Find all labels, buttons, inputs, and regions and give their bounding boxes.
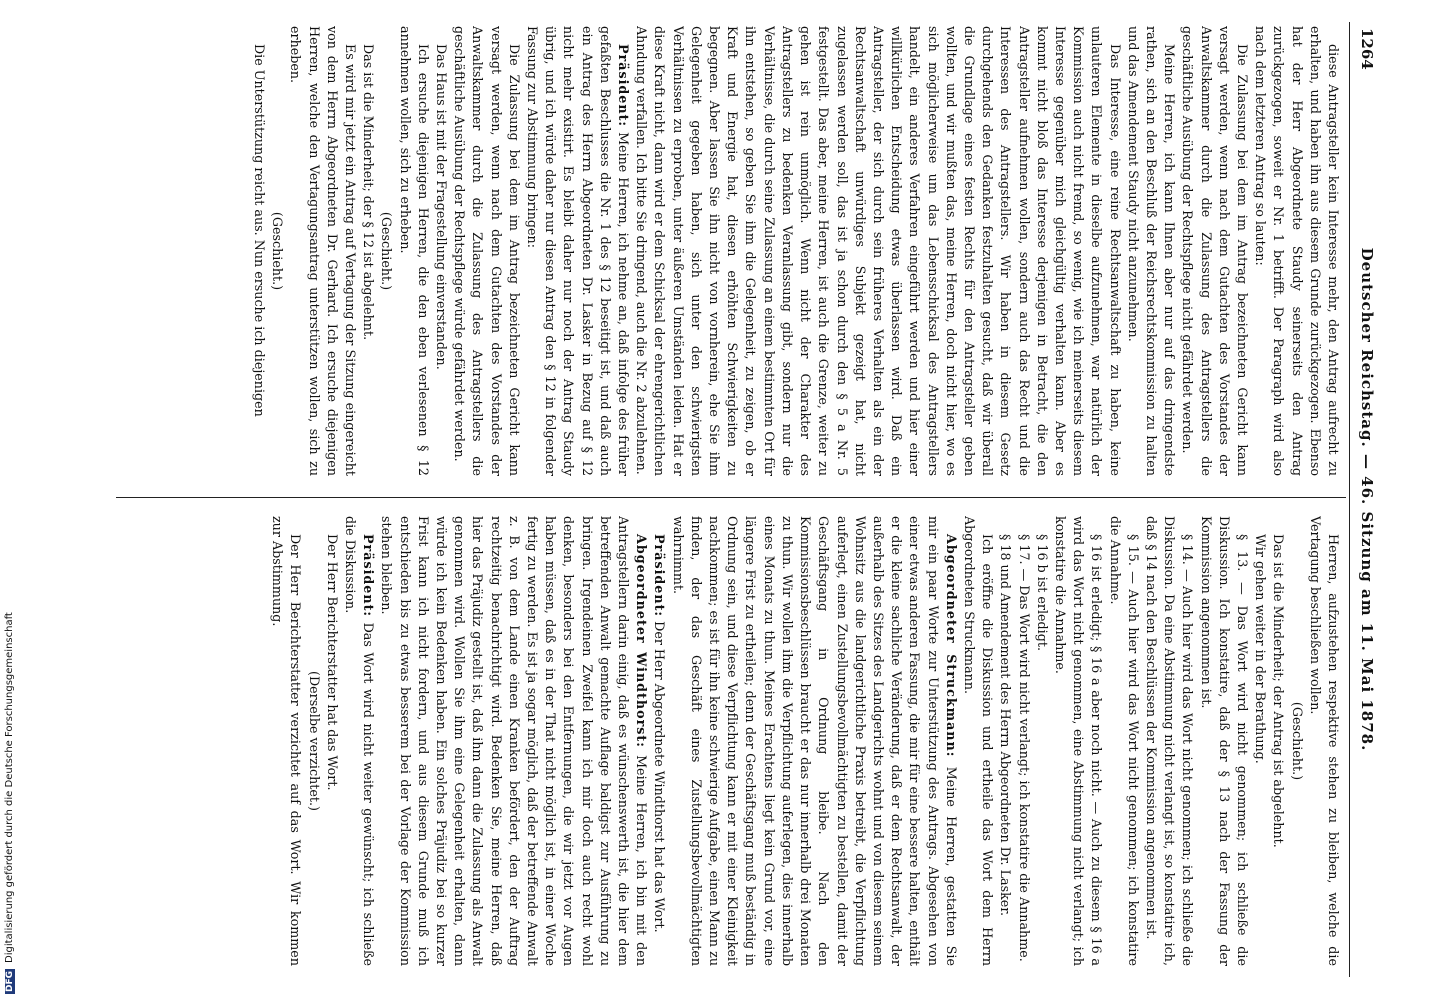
paragraph-text: Es wird mir jetzt ein Antrag auf Vertagung der Sitzung eingereicht von dem Herrn Abgeordneten Dr. Gerhard. Ich ersuche diejenigen Herren, welche den Vertagungsantrag unterstützen wollen, sich zu erheben.: [288, 26, 359, 476]
paragraph: [1124, 26, 1179, 476]
paragraph: [1287, 516, 1305, 966]
paragraph: [268, 26, 286, 476]
paragraph-text: Meine Herren, ich kann Ihnen aber nur auf das dringendste rathen, sich an den Beschluß der Reichsrechtskommission zu halten und das Amendement Staudy nicht anzunehmen.: [1125, 26, 1178, 476]
paragraph-text: (Geschieht.): [1289, 701, 1305, 781]
paragraph: [359, 26, 377, 476]
paragraph: [432, 26, 450, 476]
paragraph-text: § 14. — Auch hier wird das Wort nicht genommen; ich schließe die Diskussion. Da eine Abstimmung nicht verlangt ist, so konstatire ich, daß § 14 nach den Beschlüssen der Kommission angenommen ist.: [1143, 516, 1196, 966]
paragraph-text: Meine Herren, ich bin mit den Antragstellern darin einig, daß es wünschenswerth ist, die hier dem betreffenden Anwalt gemachte Auflage baldigst zur Ausführung zu bringen. Irgendeinen Zweifel kann ich mir doch auch recht wohl denken, besonders bei den Entfernungen, die wir jetzt vor Augen haben müssen, daß es in der That nicht möglich ist, in einer Woche fertig zu werden. Es ist ja sogar möglich, daß der betreffende Anwalt z. B. von dem Lande einen Kranken befördert, den der Auftrag rechtzeitig benachrichtigt wird. Bedenken Sie, meine Herren, daß hier das Präjudiz gestellt ist, daß ihm dann die Zulassung als Anwalt genommen wird. Wollen Sie ihm eine Gelegenheit erhalten, dann würde ich kein Bedenken haben. Ein solches Präjudiz bei so kurzer Frist kann ich nicht fordern, und aus diesem Grunde muß ich entschieden bis zu etwas besserem bei der Vorlage der Kommission stehen bleiben.: [379, 516, 650, 966]
paragraph-text: diese Antragsteller kein Interesse mehr, den Antrag aufrecht zu erhalten, und haben ihn aus diesem Grunde zurückgezogen. Ebenso hat der Herr Abgeordnete Staudy seinerseits den Antrag zurückgezogen, soweit er Nr. 1 betrifft. Der Paragraph wird also nach dem letzteren Antrag so lauten:: [1253, 26, 1341, 476]
paragraph-text: Meine Herren, ich nehme an, daß infolge des früher gefaßten Beschlusses die Nr. 1 des § 12 beseitigt ist, und daß auch ein Antrag des Herrn Abgeordneten Dr. Lasker in Bezug auf § 12 nicht mehr existirt. Es bleibt daher nur noch der Antrag Staudy übrig, und ich würde daher nur diesen Antrag den § 12 in folgender Fassung zur Abstimmung bringen:: [525, 26, 632, 476]
paragraph: [1269, 516, 1287, 966]
paragraph-text: Die Zulassung bei dem im Antrag bezeichneten Gericht kann versagt werden, wenn nach dem Gutachten des Vorstandes der Anwaltskammer durch die Zulassung des Antragstellers die geschäftliche Ausübung der Rechtspflege würde gefährdet werden.: [452, 26, 522, 476]
digitization-credit: [4, 0, 18, 994]
speaker-name: Präsident:: [652, 534, 668, 618]
paragraph-text: § 13. — Das Wort wird nicht genommen; ich schließe die Diskussion. Ich konstatire, daß der § 13 nach der Fassung der Kommission angenommen ist.: [1198, 516, 1250, 966]
paragraph-text: Das ist die Minderheit; der § 12 ist abgelehnt.: [361, 44, 377, 341]
paragraph-text: § 18 und Amendement des Herrn Abgeordneten Dr. Lasker.: [998, 534, 1014, 917]
paragraph: [323, 516, 341, 966]
digitization-credit-text: Digitalisierung gefördert durch die Deutsche Forschungsgemeinschaft: [4, 612, 15, 963]
paragraph-text: Das ist die Minderheit; der Antrag ist abgelehnt.: [1271, 534, 1287, 848]
paragraph-text: Der Herr Berichterstatter hat das Wort.: [324, 534, 340, 791]
paragraph: [1178, 26, 1251, 476]
left-column: [117, 26, 1342, 476]
speaker-name: Präsident:: [361, 534, 377, 618]
dfg-logo-icon: DFG: [5, 970, 15, 992]
paragraph-text: § 17. — Das Wort wird nicht verlangt; ich konstatire die Annahme.: [1016, 534, 1032, 962]
paragraph-text: Der Herr Abgeordnete Windthorst hat das Wort.: [652, 617, 668, 933]
paragraph-text: Ich ersuche diejenigen Herren, die den eben verlesenen § 12 annehmen wollen, sich zu erheben.: [397, 26, 431, 476]
paragraph: [377, 516, 650, 966]
speaker-name: Abgeordneter Windthorst:: [634, 534, 650, 748]
paragraph-text: Das Interesse, eine reine Rechtsanwaltschaft zu haben, keine unlauteren Elemente in dieselbe aufzunehmen, war natürlich der Kommission auch nicht fremd, so wenig, wie ich meinerseits diesem Interesse gegenüber mich gleichgültig verhalten kann. Aber es kommt nicht bloß das Interesse derjenigen in Betracht, die den Antragsteller aufnehmen wollen, sondern auch das Recht und die Interessen des Antragstellers. Wir haben in diesem Gesetz durchgehends den Gedanken festzuhalten gesucht, daß wir überall die Grundlage eines festen Rechts für den Antragsteller geben wollten, und wir mußten das, meine Herren, doch nicht hier, wo es sich möglicherweise um das Lebensschicksal des Antragstellers handelt, ein anderes Verfahren eingeführt werden und hier einer willkürlichen Entscheidung etwas überlassen wird. Daß ein Antragsteller, der sich durch sein früheres Verhalten als ein der Rechtsanwaltschaft unwürdiges Subjekt gezeigt hat, nicht zugelassen werden soll, das ist ja schon durch den § 5 a Nr. 5 festgestellt. Das aber, meine Herren, ist auch die Grenze, weiter zu gehen ist rein unmöglich. Wenn nicht der Charakter des Antragstellers zu bedenken Veranlassung gibt, sondern nur die Verhältnisse, die durch seine Zulassung an einem bestimmten Ort für ihn entstehen, so geben Sie ihm die Gelegenheit, zu zeigen, ob er Kraft und Energie hat, diesen erhöhten Schwierigkeiten zu begegnen. Aber lassen Sie ihn nicht von vornherein, ehe Sie ihm Gelegenheit gegeben haben, sich unter den schwierigsten Verhältnissen zu erproben, unter äußeren Umständen leiden. Hat er diese Kraft nicht, dann wird er dem Schicksal der ehrengerichtlichen Ahndung verfallen. Ich bitte Sie dringend, auch die Nr. 2 abzulehnen.: [634, 26, 1123, 476]
paragraph: [1014, 516, 1032, 966]
paragraph: [395, 26, 431, 476]
paragraph: [377, 26, 395, 476]
paragraph-text: Meine Herren, gestatten Sie mir ein paar Worte zur Unterstützung des Antrags. Abgesehen von einer etwas anderen Fassung, die mir für eine bessere halten, enthält er die kleine sachliche Veränderung, daß er dem Rechtsanwalt, der außerhalb des Sitzes des Landgerichts wohnt und von diesem seinem Wohnsitz aus die landgerichtliche Praxis betreibt, die Verpflichtung auferlegt, einen Zustellungsbevollmächtigten zu bestellen, damit der Geschäftsgang in Ordnung bleibe. Nach den Kommissionsbeschlüssen braucht er das nur innerhalb drei Monaten zu thun. Wir wollen ihm die Verpflichtung auferlegen, dies innerhalb eines Monats zu thun. Meines Erachtens liegt kein Grund vor, eine längere Frist zu ertheilen; denn der Geschäftsgang muß beständig in Ordnung sein, und diese Verpflichtung kann er mit einer Kleinigkeit nachkommen; es ist für ihn keine schwierige Aufgabe, einen Mann zu finden, der das Geschäft eines Zustellungsbevollmächtigten wahrnimmt.: [670, 516, 959, 966]
paragraph: [1251, 26, 1342, 476]
paragraph-text: Die Zulassung bei dem im Antrag bezeichneten Gericht kann versagt werden, wenn nach dem Gutachten des Vorstandes der Anwaltskammer durch die Zulassung des Antragstellers die geschäftliche Ausübung der Rechtspflege nicht gefährdet werden.: [1180, 26, 1250, 476]
paragraph-text: § 16 ist erledigt; § 16 a aber noch nicht. — Auch zu diesem § 16 a wird das Wort nicht genommen, eine Abstimmung nicht verlangt; ich konstatire die Annahme.: [1052, 516, 1105, 966]
column-divider: [116, 497, 1346, 498]
paragraph: [1142, 516, 1197, 966]
paragraph-text: (Geschieht.): [379, 211, 395, 291]
paragraph-text: (Geschieht.): [270, 211, 286, 291]
paragraph: [1306, 516, 1342, 966]
paragraph: [450, 26, 523, 476]
paragraph: [1033, 516, 1051, 966]
paragraph-text: Ich eröffne die Diskussion und ertheile das Wort dem Herrn Abgeordneten Struckmann.: [961, 516, 996, 966]
page-header: [1349, 22, 1380, 977]
paragraph-text: (Derselbe verzichtet.): [306, 671, 322, 811]
paragraph: [668, 516, 959, 966]
right-column: [117, 516, 1342, 966]
paragraph: [304, 516, 322, 966]
paragraph: [1196, 516, 1251, 966]
paragraph-text: § 15. — Auch hier wird das Wort nicht genommen; ich konstatire die Annahme.: [1107, 516, 1141, 966]
speaker-name: Präsident:: [616, 44, 632, 128]
paragraph: [1251, 516, 1269, 966]
paragraph: [523, 26, 632, 476]
paragraph: [1051, 516, 1106, 966]
rotated-page: [110, 22, 1380, 977]
paragraph: [996, 516, 1014, 966]
paragraph: [632, 26, 1123, 476]
paragraph: [1105, 516, 1141, 966]
paragraph-text: Der Herr Berichterstatter verzichtet auf das Wort. Wir kommen zur Abstimmung.: [270, 516, 304, 966]
paragraph: [650, 516, 668, 966]
paragraph-text: § 16 b ist erledigt.: [1034, 534, 1050, 651]
paragraph-text: Das Haus ist mit der Fragestellung einverstanden.: [434, 44, 450, 370]
paragraph-text: Die Unterstützung reicht aus. Nun ersuche ich diejenigen: [252, 44, 268, 417]
paragraph: [268, 516, 304, 966]
page-title: Deutscher Reichstag. — 46. Sitzung am 11. Mai 1878.: [1358, 247, 1376, 752]
paragraph: [341, 516, 377, 966]
paragraph: [960, 516, 996, 966]
paragraph-text: Das Wort wird nicht weiter gewünscht; ich schließe die Diskussion.: [343, 516, 377, 966]
paragraph-text: Wir gehen weiter in der Berathung.: [1253, 534, 1269, 764]
paragraph: [250, 26, 268, 476]
page-number: 1264: [1358, 28, 1376, 70]
paragraph-text: Herren, aufzustehen respektive stehen zu bleiben, welche die Vertagung beschließen wollen.: [1307, 516, 1341, 966]
speaker-name: Abgeordneter Struckmann:: [943, 534, 959, 758]
paragraph: [286, 26, 359, 476]
